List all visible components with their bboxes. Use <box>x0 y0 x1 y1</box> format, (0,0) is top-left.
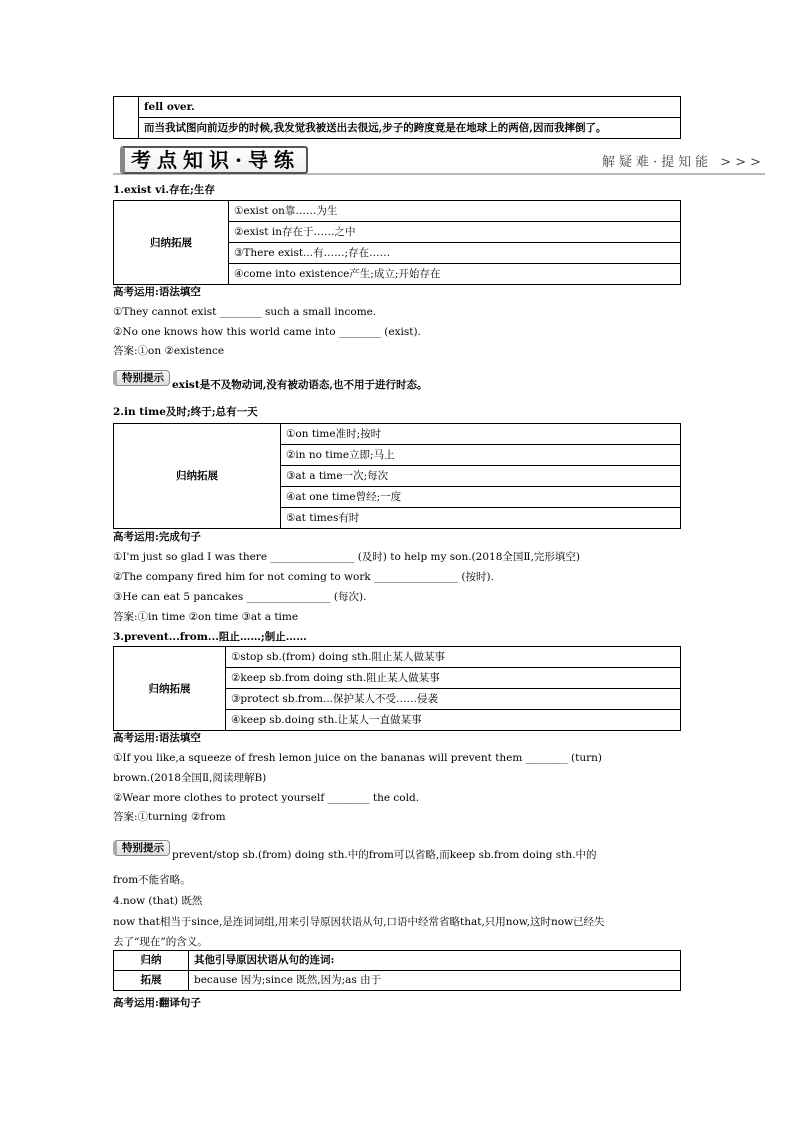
item-heading: 4.now (that) 既然 <box>113 895 203 907</box>
practice-question: ①If you like,a squeeze of fresh lemon juice on the bananas will prevent them ________ (turn) <box>113 752 602 764</box>
section-subtitle: 解疑难·提知能 >>> <box>602 155 765 170</box>
practice-question-cont: brown.(2018全国Ⅱ,阅读理解B) <box>113 772 267 784</box>
tip-badge: 特别提示 <box>113 370 170 386</box>
table-row: ③at a time一次;每次 <box>281 466 681 487</box>
practice-title: 高考运用:语法填空 <box>113 286 201 298</box>
practice-title: 高考运用:翻译句子 <box>113 997 201 1009</box>
section-header <box>113 145 765 175</box>
table-row: ③protect sb.from...保护某人不受……侵袭 <box>226 689 681 710</box>
tip-text: prevent/stop sb.(from) doing sth.中的from可以省略,而keep sb.from doing sth.中的 <box>172 849 597 861</box>
table-label: 归纳拓展 <box>114 201 229 285</box>
item-heading: 1.exist vi.存在;生存 <box>113 184 215 196</box>
section-title: 考点知识·导练 <box>120 146 308 174</box>
chinese-translation: 而当我试图向前迈步的时候,我发觉我被送出去很远,步子的跨度竟是在地球上的两倍,因而我摔倒了。 <box>139 118 681 139</box>
practice-question: ②Wear more clothes to protect yourself ________ the cold. <box>113 792 420 804</box>
practice-title: 高考运用:完成句子 <box>113 531 201 543</box>
special-tip <box>113 840 596 862</box>
table-row: ④at one time曾经;一度 <box>281 487 681 508</box>
item-heading: 2.in time及时;终于;总有一天 <box>113 406 258 418</box>
table-row: ②in no time立即;马上 <box>281 445 681 466</box>
table-label: 归纳拓展 <box>114 647 226 731</box>
table-row: ①exist on靠……为生 <box>229 201 681 222</box>
table-row: ①on time准时;按时 <box>281 424 681 445</box>
practice-question: ②No one knows how this world came into ________ (exist). <box>113 326 421 338</box>
practice-question: ①They cannot exist ________ such a small income. <box>113 306 377 318</box>
practice-question: ③He can eat 5 pancakes ________________ (每次). <box>113 591 367 603</box>
summary-table <box>113 950 681 991</box>
table-label: 拓展 <box>114 971 189 991</box>
table-label: 归纳拓展 <box>114 424 281 529</box>
answer: 答案:①in time ②on time ③at a time <box>113 611 299 623</box>
description: now that相当于since,是连词词组,用来引导原因状语从句,口语中经常省略that,只用now,这时now已经失 <box>113 916 605 928</box>
special-tip <box>113 370 428 392</box>
table-row: ②keep sb.from doing sth.阻止某人做某事 <box>226 668 681 689</box>
table-row: ⑤at times有时 <box>281 508 681 529</box>
table-row: ④come into existence产生;成立;开始存在 <box>229 264 681 285</box>
continued-table <box>113 96 681 139</box>
empty-cell <box>114 97 139 139</box>
table-row: because 因为;since 既然,因为;as 由于 <box>189 971 681 991</box>
answer: 答案:①on ②existence <box>113 345 225 357</box>
practice-question: ②The company fired him for not coming to work ________________ (按时). <box>113 571 494 583</box>
answer: 答案:①turning ②from <box>113 811 226 823</box>
table-row: ①stop sb.(from) doing sth.阻止某人做某事 <box>226 647 681 668</box>
tip-badge: 特别提示 <box>113 840 170 856</box>
table-row: 其他引导原因状语从句的连词: <box>189 951 681 971</box>
summary-table <box>113 423 681 529</box>
item-heading: 3.prevent...from...阻止……;制止…… <box>113 631 307 643</box>
summary-table <box>113 200 681 285</box>
description-cont: 去了“现在”的含义。 <box>113 936 208 948</box>
table-row: ②exist in存在于……之中 <box>229 222 681 243</box>
table-row: ③There exist...有……;存在…… <box>229 243 681 264</box>
practice-title: 高考运用:语法填空 <box>113 732 201 744</box>
summary-table <box>113 646 681 731</box>
practice-question: ①I'm just so glad I was there ________________ (及时) to help my son.(2018全国Ⅱ,完形填空) <box>113 551 580 563</box>
tip-text: exist是不及物动词,没有被动语态,也不用于进行时态。 <box>172 379 428 391</box>
table-row: ④keep sb.doing sth.让某人一直做某事 <box>226 710 681 731</box>
english-text: fell over. <box>139 97 681 118</box>
table-label: 归纳 <box>114 951 189 971</box>
tip-text-cont: from不能省略。 <box>113 874 191 886</box>
